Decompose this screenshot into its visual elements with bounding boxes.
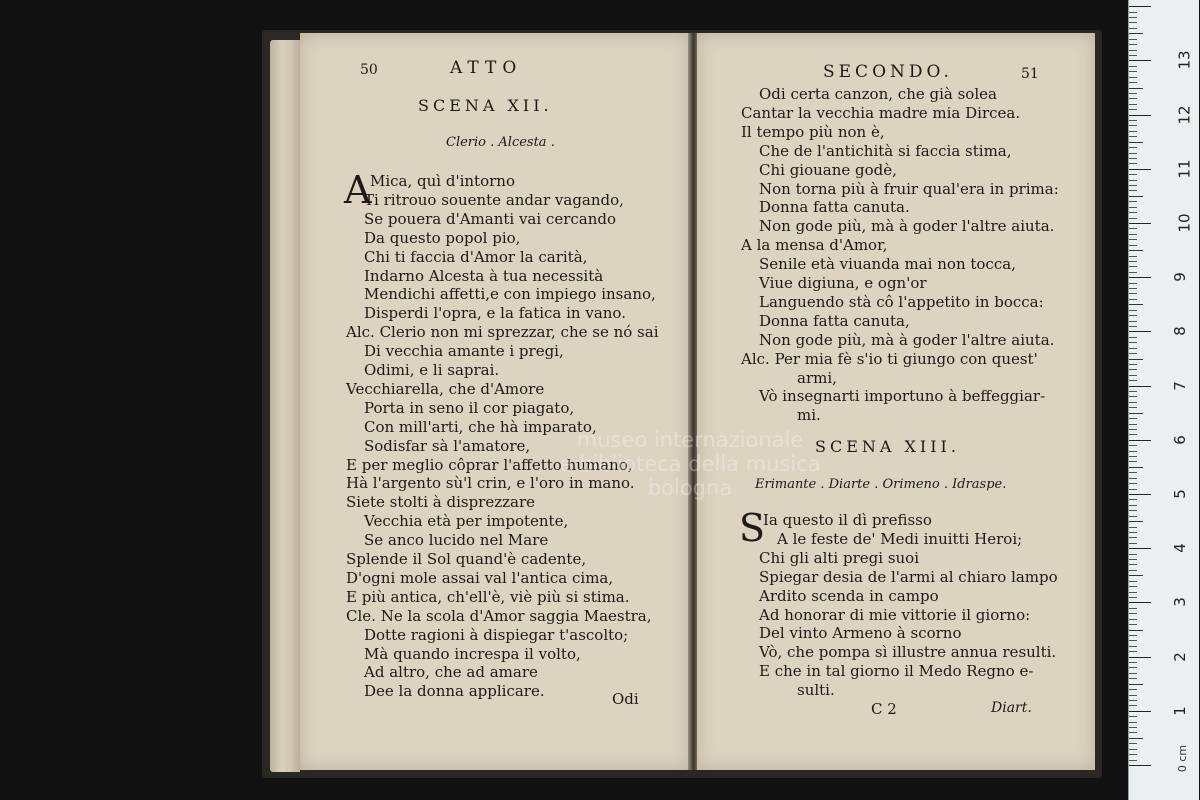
left-page-number: 50 — [360, 62, 378, 78]
ruler-tick — [1129, 732, 1137, 733]
ruler-number: 9 — [1170, 272, 1189, 282]
text-line: E che in tal giorno il Medo Regno e- — [759, 662, 1034, 681]
ruler-tick — [1129, 93, 1137, 94]
ruler-tick — [1129, 142, 1143, 143]
ruler-tick — [1129, 331, 1151, 332]
text-line: Vecchiarella, che d'Amore — [346, 379, 545, 398]
ruler-tick — [1129, 651, 1137, 652]
ruler-tick — [1129, 510, 1137, 511]
text-line: sulti. — [797, 681, 835, 700]
ruler-tick — [1129, 505, 1137, 506]
text-line: Porta in seno il cor piagato, — [364, 398, 575, 417]
ruler-tick — [1129, 521, 1143, 522]
text-line: Il tempo più non è, — [741, 122, 885, 141]
ruler-tick — [1129, 689, 1137, 690]
ruler-tick — [1129, 272, 1137, 273]
text-line: Sodisfar sà l'amatore, — [364, 436, 531, 455]
ruler-tick — [1129, 662, 1137, 663]
ruler-tick — [1129, 765, 1151, 766]
ruler-tick — [1129, 212, 1137, 213]
text-line: E per meglio côprar l'affetto humano, — [346, 455, 633, 474]
ruler-tick — [1129, 375, 1137, 376]
right-cast-list: Erimante . Diarte . Orimeno . Idraspe. — [755, 477, 1007, 492]
text-line: Odimi, e li saprai. — [364, 361, 500, 379]
ruler-tick — [1129, 592, 1137, 593]
text-line: Splende il Sol quand'è cadente, — [346, 550, 587, 568]
ruler-tick — [1129, 396, 1137, 397]
ruler-tick — [1129, 727, 1137, 728]
text-line: armi, — [797, 368, 837, 387]
ruler-tick — [1129, 678, 1137, 679]
text-line: Vecchia età per impotente, — [364, 512, 569, 531]
ruler-tick — [1129, 6, 1151, 7]
ruler-tick — [1129, 12, 1137, 13]
ruler-tick — [1129, 131, 1137, 132]
ruler-tick — [1129, 494, 1151, 495]
ruler-tick — [1129, 743, 1137, 744]
ruler-tick — [1129, 700, 1137, 701]
text-line: A le feste de' Medi inuitti Heroi; — [777, 529, 1023, 548]
ruler-number: 1 — [1170, 706, 1189, 716]
ruler-tick — [1129, 315, 1137, 316]
ruler-tick — [1129, 288, 1137, 289]
ruler-tick — [1129, 223, 1151, 224]
text-line: Spiegar desia de l'armi al chiaro lampo — [759, 567, 1058, 586]
ruler-tick — [1129, 60, 1151, 61]
ruler-tick — [1129, 207, 1137, 208]
text-line: Siete stolti à disprezzare — [346, 493, 536, 512]
right-scene-title: SCENA XIII. — [815, 437, 960, 456]
ruler-tick — [1129, 386, 1151, 387]
ruler-tick — [1129, 711, 1151, 712]
text-line: Ad honorar di mie vittorie il giorno: — [759, 605, 1031, 624]
ruler-tick — [1129, 754, 1137, 755]
ruler-tick — [1129, 537, 1137, 538]
text-line: A la mensa d'Amor, — [741, 236, 888, 255]
ruler-tick — [1129, 158, 1137, 159]
ruler-number: 7 — [1170, 380, 1189, 391]
ruler-tick — [1129, 543, 1137, 544]
ruler-tick — [1129, 684, 1143, 685]
ruler-tick — [1129, 293, 1137, 294]
ruler-tick — [1129, 153, 1137, 154]
ruler-tick — [1129, 39, 1137, 40]
ruler-tick — [1129, 50, 1137, 51]
right-drop-cap: S — [739, 506, 766, 550]
right-page — [697, 33, 1095, 770]
ruler-tick — [1129, 657, 1151, 658]
text-line: E più antica, ch'ell'è, viè più si stima. — [346, 587, 630, 606]
text-line: Cle. Ne la scola d'Amor saggia Maestra, — [346, 606, 652, 625]
ruler-tick — [1129, 407, 1137, 408]
text-line: Indarno Alcesta à tua necessità — [364, 266, 604, 285]
ruler-number: 2 — [1170, 651, 1189, 662]
ruler-tick — [1129, 115, 1151, 116]
ruler-tick — [1129, 564, 1137, 565]
ruler-tick — [1129, 722, 1137, 723]
ruler-tick — [1129, 461, 1137, 462]
ruler-tick — [1129, 716, 1137, 717]
ruler-tick — [1129, 646, 1137, 647]
ruler-tick — [1129, 77, 1137, 78]
ruler-tick — [1129, 120, 1137, 121]
ruler-tick — [1129, 630, 1143, 631]
ruler-tick — [1129, 342, 1137, 343]
text-line: Donna fatta canuta. — [759, 198, 910, 217]
ruler-tick — [1129, 467, 1143, 468]
ruler-tick — [1129, 570, 1137, 571]
ruler-tick — [1129, 624, 1137, 625]
text-line: Odi certa canzon, che già solea — [759, 85, 997, 103]
ruler-tick — [1129, 640, 1137, 641]
ruler-tick — [1129, 17, 1137, 18]
watermark-line: e biblioteca della musica — [559, 452, 821, 476]
page-edges — [270, 40, 300, 772]
text-line: Dee la donna applicare. — [364, 682, 545, 701]
text-line: Non gode più, mà à goder l'altre aiuta. — [759, 217, 1055, 236]
ruler-tick — [1129, 613, 1137, 614]
text-line: Mà quando increspa il volto, — [364, 644, 581, 663]
right-running-head: SECONDO. — [823, 62, 953, 82]
ruler-tick — [1129, 256, 1137, 257]
ruler-tick — [1129, 667, 1137, 668]
text-line: Chi giouane godè, — [759, 160, 897, 179]
text-line: Chi gli alti pregi suoi — [759, 548, 920, 567]
ruler-tick — [1129, 532, 1137, 533]
ruler-tick — [1129, 597, 1137, 598]
left-drop-cap: A — [344, 168, 372, 212]
text-line: Di vecchia amante i pregi, — [364, 342, 564, 361]
ruler-number: 6 — [1170, 435, 1189, 445]
ruler-tick — [1129, 581, 1137, 582]
ruler-tick — [1129, 608, 1137, 609]
ruler-tick — [1129, 245, 1137, 246]
ruler-tick — [1129, 180, 1137, 181]
watermark-line: museo internazionale — [576, 428, 804, 452]
ruler-tick — [1129, 440, 1151, 441]
text-line: Che de l'antichità si faccia stima, — [759, 141, 1012, 160]
text-line: Donna fatta canuta, — [759, 311, 910, 330]
ruler-tick — [1129, 554, 1137, 555]
ruler-tick — [1129, 586, 1137, 587]
ruler-tick — [1129, 527, 1137, 528]
ruler-tick — [1129, 451, 1137, 452]
text-line: Alc. Clerio non mi sprezzar, che se nó sai — [346, 323, 659, 342]
text-line: Languendo stà cô l'appetito in bocca: — [759, 292, 1044, 311]
ruler-tick — [1129, 283, 1137, 284]
left-catchword: Odi — [612, 690, 639, 708]
ruler-tick — [1129, 55, 1137, 56]
measurement-ruler — [1128, 0, 1199, 800]
text-line: Mica, quì d'intorno — [370, 172, 515, 190]
ruler-tick — [1129, 228, 1137, 229]
ruler-tick — [1129, 434, 1137, 435]
ruler-tick — [1129, 478, 1137, 479]
text-line: Vò, che pompa sì illustre annua resulti. — [759, 643, 1057, 662]
ruler-tick — [1129, 499, 1137, 500]
ruler-tick — [1129, 218, 1137, 219]
ruler-tick — [1129, 548, 1151, 549]
ruler-number: 12 — [1175, 105, 1194, 125]
ruler-number: 4 — [1170, 543, 1189, 553]
text-line: D'ogni mole assai val l'antica cima, — [346, 568, 614, 587]
ruler-tick — [1129, 261, 1137, 262]
ruler-tick — [1129, 424, 1137, 425]
ruler-tick — [1129, 738, 1143, 739]
right-page-number: 51 — [1021, 66, 1039, 82]
ruler-number: 10 — [1175, 213, 1194, 233]
text-line: Con mill'arti, che hà imparato, — [364, 417, 597, 436]
ruler-tick — [1129, 456, 1137, 457]
text-line: Da questo popol pio, — [364, 228, 521, 247]
text-line: Alc. Per mia fè s'io ti giungo con quest' — [741, 349, 1038, 368]
ruler-number: 11 — [1175, 159, 1194, 179]
ruler-tick — [1129, 22, 1137, 23]
ruler-tick — [1129, 169, 1151, 170]
text-line: Hà l'argento sù'l crin, e l'oro in mano. — [346, 474, 635, 493]
left-page — [300, 33, 690, 770]
ruler-tick — [1129, 391, 1137, 392]
text-line: Dotte ragioni à dispiegar t'ascolto; — [364, 625, 629, 644]
ruler-tick — [1129, 413, 1143, 414]
ruler-tick — [1129, 353, 1137, 354]
ruler-tick — [1129, 266, 1137, 267]
ruler-tick — [1129, 28, 1137, 29]
ruler-tick — [1129, 695, 1137, 696]
ruler-tick — [1129, 559, 1137, 560]
text-line: Ia questo il dì prefisso — [763, 511, 932, 529]
right-catchword: Diart. — [991, 700, 1032, 716]
ruler-tick — [1129, 82, 1137, 83]
text-line: Se pouera d'Amanti vai cercando — [364, 209, 617, 228]
ruler-tick — [1129, 163, 1137, 164]
ruler-tick — [1129, 673, 1137, 674]
library-watermark — [540, 428, 840, 500]
ruler-tick — [1129, 250, 1143, 251]
ruler-tick — [1129, 369, 1137, 370]
ruler-tick — [1129, 299, 1137, 300]
ruler-unit-label: 0 cm — [1176, 744, 1190, 773]
ruler-tick — [1129, 619, 1137, 620]
ruler-tick — [1129, 429, 1137, 430]
ruler-number: 8 — [1170, 326, 1189, 337]
ruler-tick — [1129, 239, 1137, 240]
ruler-tick — [1129, 109, 1137, 110]
ruler-tick — [1129, 98, 1137, 99]
ruler-tick — [1129, 174, 1137, 175]
ruler-tick — [1129, 359, 1143, 360]
ruler-tick — [1129, 190, 1137, 191]
ruler-tick — [1129, 136, 1137, 137]
ruler-tick — [1129, 104, 1137, 105]
text-line: Senile età viuanda mai non tocca, — [759, 255, 1016, 274]
ruler-tick — [1129, 125, 1137, 126]
text-line: Non torna più à fruir qual'era in prima: — [759, 179, 1059, 198]
text-line: Non gode più, mà à goder l'altre aiuta. — [759, 330, 1055, 349]
text-line: Se anco lucido nel Mare — [364, 531, 549, 550]
ruler-tick — [1129, 33, 1143, 34]
ruler-tick — [1129, 749, 1137, 750]
ruler-tick — [1129, 402, 1137, 403]
ruler-tick — [1129, 602, 1151, 603]
text-line: Ad altro, che ad amare — [364, 663, 538, 682]
ruler-tick — [1129, 760, 1137, 761]
ruler-tick — [1129, 196, 1143, 197]
text-line: Ti ritrouo souente andar vagando, — [364, 190, 624, 209]
watermark-line: bologna — [647, 476, 733, 500]
right-signature-mark: C 2 — [871, 700, 897, 718]
ruler-tick — [1129, 44, 1137, 45]
ruler-tick — [1129, 483, 1137, 484]
ruler-tick — [1129, 489, 1137, 490]
ruler-tick — [1129, 321, 1137, 322]
ruler-tick — [1129, 310, 1137, 311]
ruler-tick — [1129, 304, 1143, 305]
text-line: mi. — [797, 406, 821, 425]
ruler-tick — [1129, 88, 1143, 89]
ruler-number: 5 — [1170, 489, 1189, 499]
ruler-tick — [1129, 364, 1137, 365]
text-line: Cantar la vecchia madre mia Dircea. — [741, 103, 1021, 122]
ruler-tick — [1129, 234, 1137, 235]
ruler-tick — [1129, 445, 1137, 446]
ruler-tick — [1129, 472, 1137, 473]
text-line: Disperdi l'opra, e la fatica in vano. — [364, 304, 626, 323]
ruler-number: 13 — [1175, 50, 1194, 70]
ruler-tick — [1129, 418, 1137, 419]
ruler-tick — [1129, 201, 1137, 202]
ruler-tick — [1129, 66, 1137, 67]
ruler-tick — [1129, 516, 1137, 517]
ruler-tick — [1129, 277, 1151, 278]
text-line: Vò insegnarti importuno à beffeggiar- — [759, 387, 1046, 406]
ruler-tick — [1129, 337, 1137, 338]
ruler-tick — [1129, 380, 1137, 381]
ruler-tick — [1129, 326, 1137, 327]
ruler-tick — [1129, 147, 1137, 148]
ruler-tick — [1129, 705, 1137, 706]
text-line: Viue digiuna, e ogn'or — [759, 274, 927, 292]
left-running-head: ATTO — [450, 58, 523, 78]
ruler-number: 3 — [1170, 597, 1189, 608]
text-line: Chi ti faccia d'Amor la carità, — [364, 247, 588, 266]
text-line: Ardito scenda in campo — [759, 586, 939, 605]
ruler-tick — [1129, 348, 1137, 349]
text-line: Del vinto Armeno à scorno — [759, 624, 962, 643]
text-line: Mendichi affetti,e con impiego insano, — [364, 285, 656, 304]
left-cast-list: Clerio . Alcesta . — [446, 135, 555, 150]
left-scene-title: SCENA XII. — [418, 96, 553, 115]
ruler-tick — [1129, 635, 1137, 636]
ruler-tick — [1129, 185, 1137, 186]
ruler-tick — [1129, 71, 1137, 72]
ruler-tick — [1129, 575, 1143, 576]
